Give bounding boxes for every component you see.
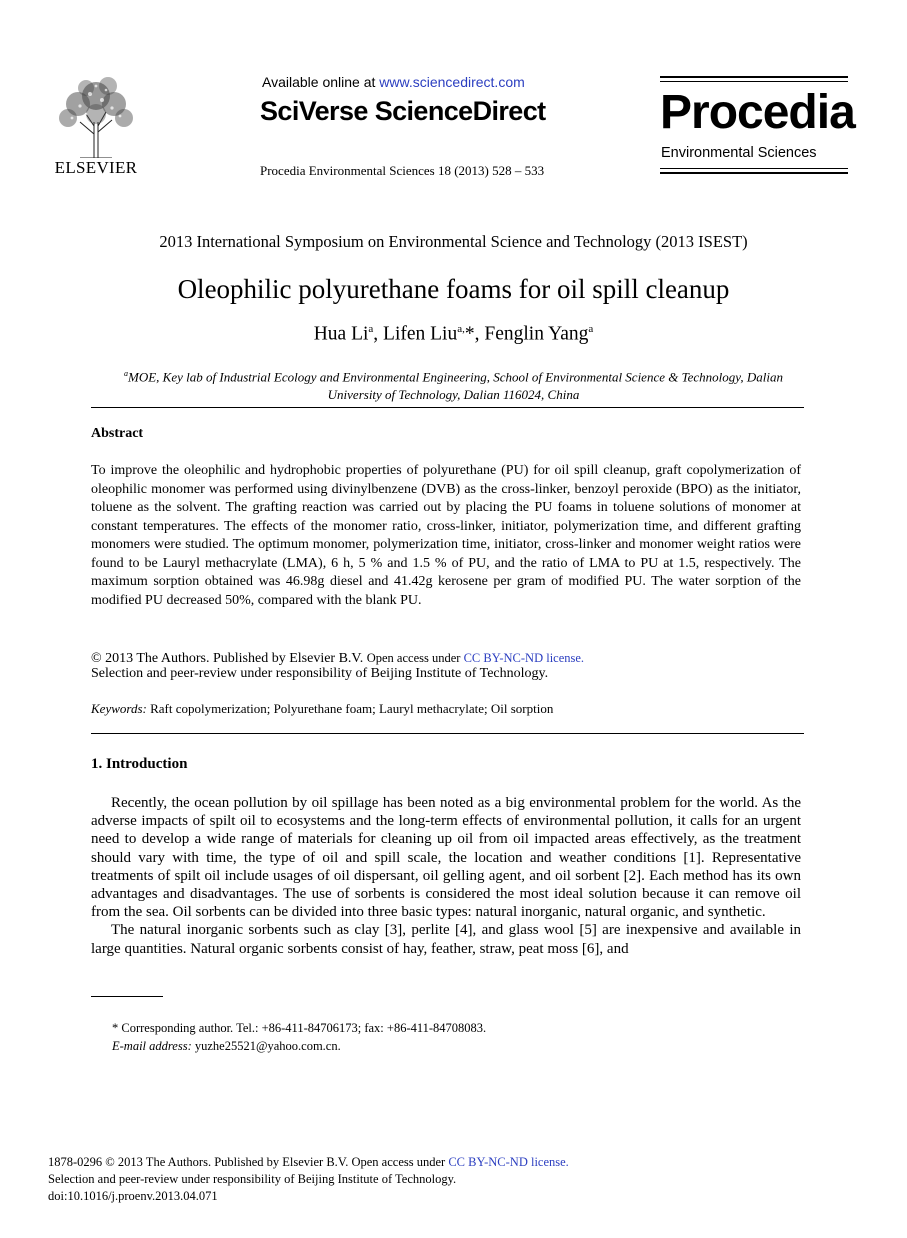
email-note	[112, 1039, 341, 1054]
author-list	[0, 323, 907, 346]
corresponding-author-mark: *	[464, 323, 475, 345]
conference-name: 2013 International Symposium on Environmental Science and Technology (2013 ISEST)	[159, 232, 748, 251]
keywords-label: Keywords:	[91, 701, 147, 716]
email-address: yuzhe25521@yahoo.com.cn.	[191, 1039, 341, 1053]
issn-copyright-text: 1878-0296 © 2013 The Authors. Published by Elsevier B.V.	[48, 1155, 352, 1169]
copyright-line	[91, 650, 584, 667]
email-label: E-mail address:	[112, 1039, 192, 1053]
keywords-line	[91, 701, 553, 717]
author-affiliation-mark: a	[368, 323, 374, 335]
abstract-heading: Abstract	[91, 426, 144, 441]
journal-rule-bottom-thin	[660, 168, 848, 169]
journal-reference: Procedia Environmental Sciences 18 (2013) 528 – 533	[260, 163, 545, 178]
affiliation-mark: a	[124, 369, 129, 378]
footnote-rule	[91, 996, 163, 997]
paragraph: Recently, the ocean pollution by oil spillage has been noted as a big environmental problem for the world. As the adverse impacts of spilt oil to ecosystems and the long-term effects of environmental pollution, it calls for an urgent need to develop a wide range of materials for cleaning up oil from oil impacted areas effectively, as the treatment should vary with time, the type of oil and spill scale, the location and weather conditions [1]. Representative treatments of spilt oil include usages of oil dispersant, oil gelling agent, and oil sorbent [2]. Each method has its own advantages and disadvantages. The use of sorbents is considered the most ideal solution because it can remove oil from the sea. Oil sorbents can be divided into three basic types: natural inorganic, natural organic, and synthetic.	[91, 795, 801, 921]
license-link[interactable]: CC BY-NC-ND license.	[463, 651, 585, 665]
author-name: Hua Li	[313, 323, 369, 345]
open-access-text: Open access under	[366, 651, 464, 665]
paper-title: Oleophilic polyurethane foams for oil spill cleanup	[177, 274, 730, 304]
author-separator: ,	[474, 323, 485, 345]
author-name: Fenglin Yang	[484, 323, 589, 345]
available-online-line	[262, 74, 525, 90]
journal-wordmark: Procedia	[660, 86, 855, 139]
paragraph: The natural inorganic sorbents such as clay [3], perlite [4], and glass wool [5] are inexpensive and available in large quantities. Natural organic sorbents consist of hay, feather, straw, peat moss [6], and	[91, 922, 801, 957]
journal-subtitle: Environmental Sciences	[661, 145, 817, 161]
abstract-body: To improve the oleophilic and hydrophobic properties of polyurethane (PU) for oil spill cleanup, graft copolymerization of oleophilic monomer was performed using divinylbenzene (DVB) as the cross-linker, benzoyl peroxide (BPO) as the initiator, toluene as the solvent. The grafting reaction was carried out by placing the PU foams in toluene solutions of monomer at constant temperatures. The effects of the monomer ratio, cross-linker, initiator, polymerization time, and different grafting monomers were studied. The optimum monomer, polymerization time, initiator, cross-linker and monomer weight ratios were found to be Lauryl methacrylate (LMA), 6 h, 5 % and 1.5 % of PU, and the ratio of LMA to PU at 1.5, respectively. The maximum sorption obtained was 46.98g diesel and 41.42g kerosene per gram of modified PU. The water sorption of the modified PU decreased 50%, compared with the blank PU.	[91, 463, 801, 608]
section-heading: 1. Introduction	[91, 756, 188, 772]
footer-peer-review-statement: Selection and peer-review under responsibility of Beijing Institute of Technology.	[48, 1172, 457, 1186]
affiliation	[100, 365, 807, 404]
tree-icon	[50, 74, 142, 158]
issn-copyright-line	[48, 1155, 569, 1170]
platform-wordmark: SciVerse ScienceDirect	[260, 96, 546, 126]
doi-line: doi:10.1016/j.proenv.2013.04.071	[48, 1189, 218, 1203]
introduction-body	[91, 794, 801, 958]
footer-open-access-text: Open access under	[351, 1155, 449, 1169]
author-separator: ,	[373, 323, 384, 345]
available-prefix: Available online at	[262, 74, 380, 90]
divider-bottom	[91, 733, 804, 734]
author-affiliation-mark: a	[588, 323, 594, 335]
affiliation-text: MOE, Key lab of Industrial Ecology and Environmental Engineering, School of Environmental Science & Technology, Dalian University of Technology, Dalian 116024, China	[128, 369, 783, 403]
journal-rule-top	[660, 76, 848, 78]
divider-top	[91, 407, 804, 408]
corresponding-author-note: * Corresponding author. Tel.: +86-411-84706173; fax: +86-411-84708083.	[112, 1021, 487, 1035]
author-affiliation-mark: a,	[457, 323, 465, 335]
peer-review-statement: Selection and peer-review under responsibility of Beijing Institute of Technology.	[91, 666, 549, 681]
publisher-wordmark: ELSEVIER	[54, 158, 138, 177]
keywords-text: Raft copolymerization; Polyurethane foam; Lauryl methacrylate; Oil sorption	[146, 701, 554, 716]
author-name: Lifen Liu	[383, 323, 458, 345]
footer-license-link[interactable]: CC BY-NC-ND license.	[448, 1155, 569, 1169]
copyright-text: © 2013 The Authors. Published by Elsevier B.V.	[91, 651, 367, 666]
journal-rule-top-thin	[660, 81, 848, 82]
journal-rule-bottom	[660, 172, 848, 174]
sciencedirect-link[interactable]: www.sciencedirect.com	[379, 74, 525, 90]
